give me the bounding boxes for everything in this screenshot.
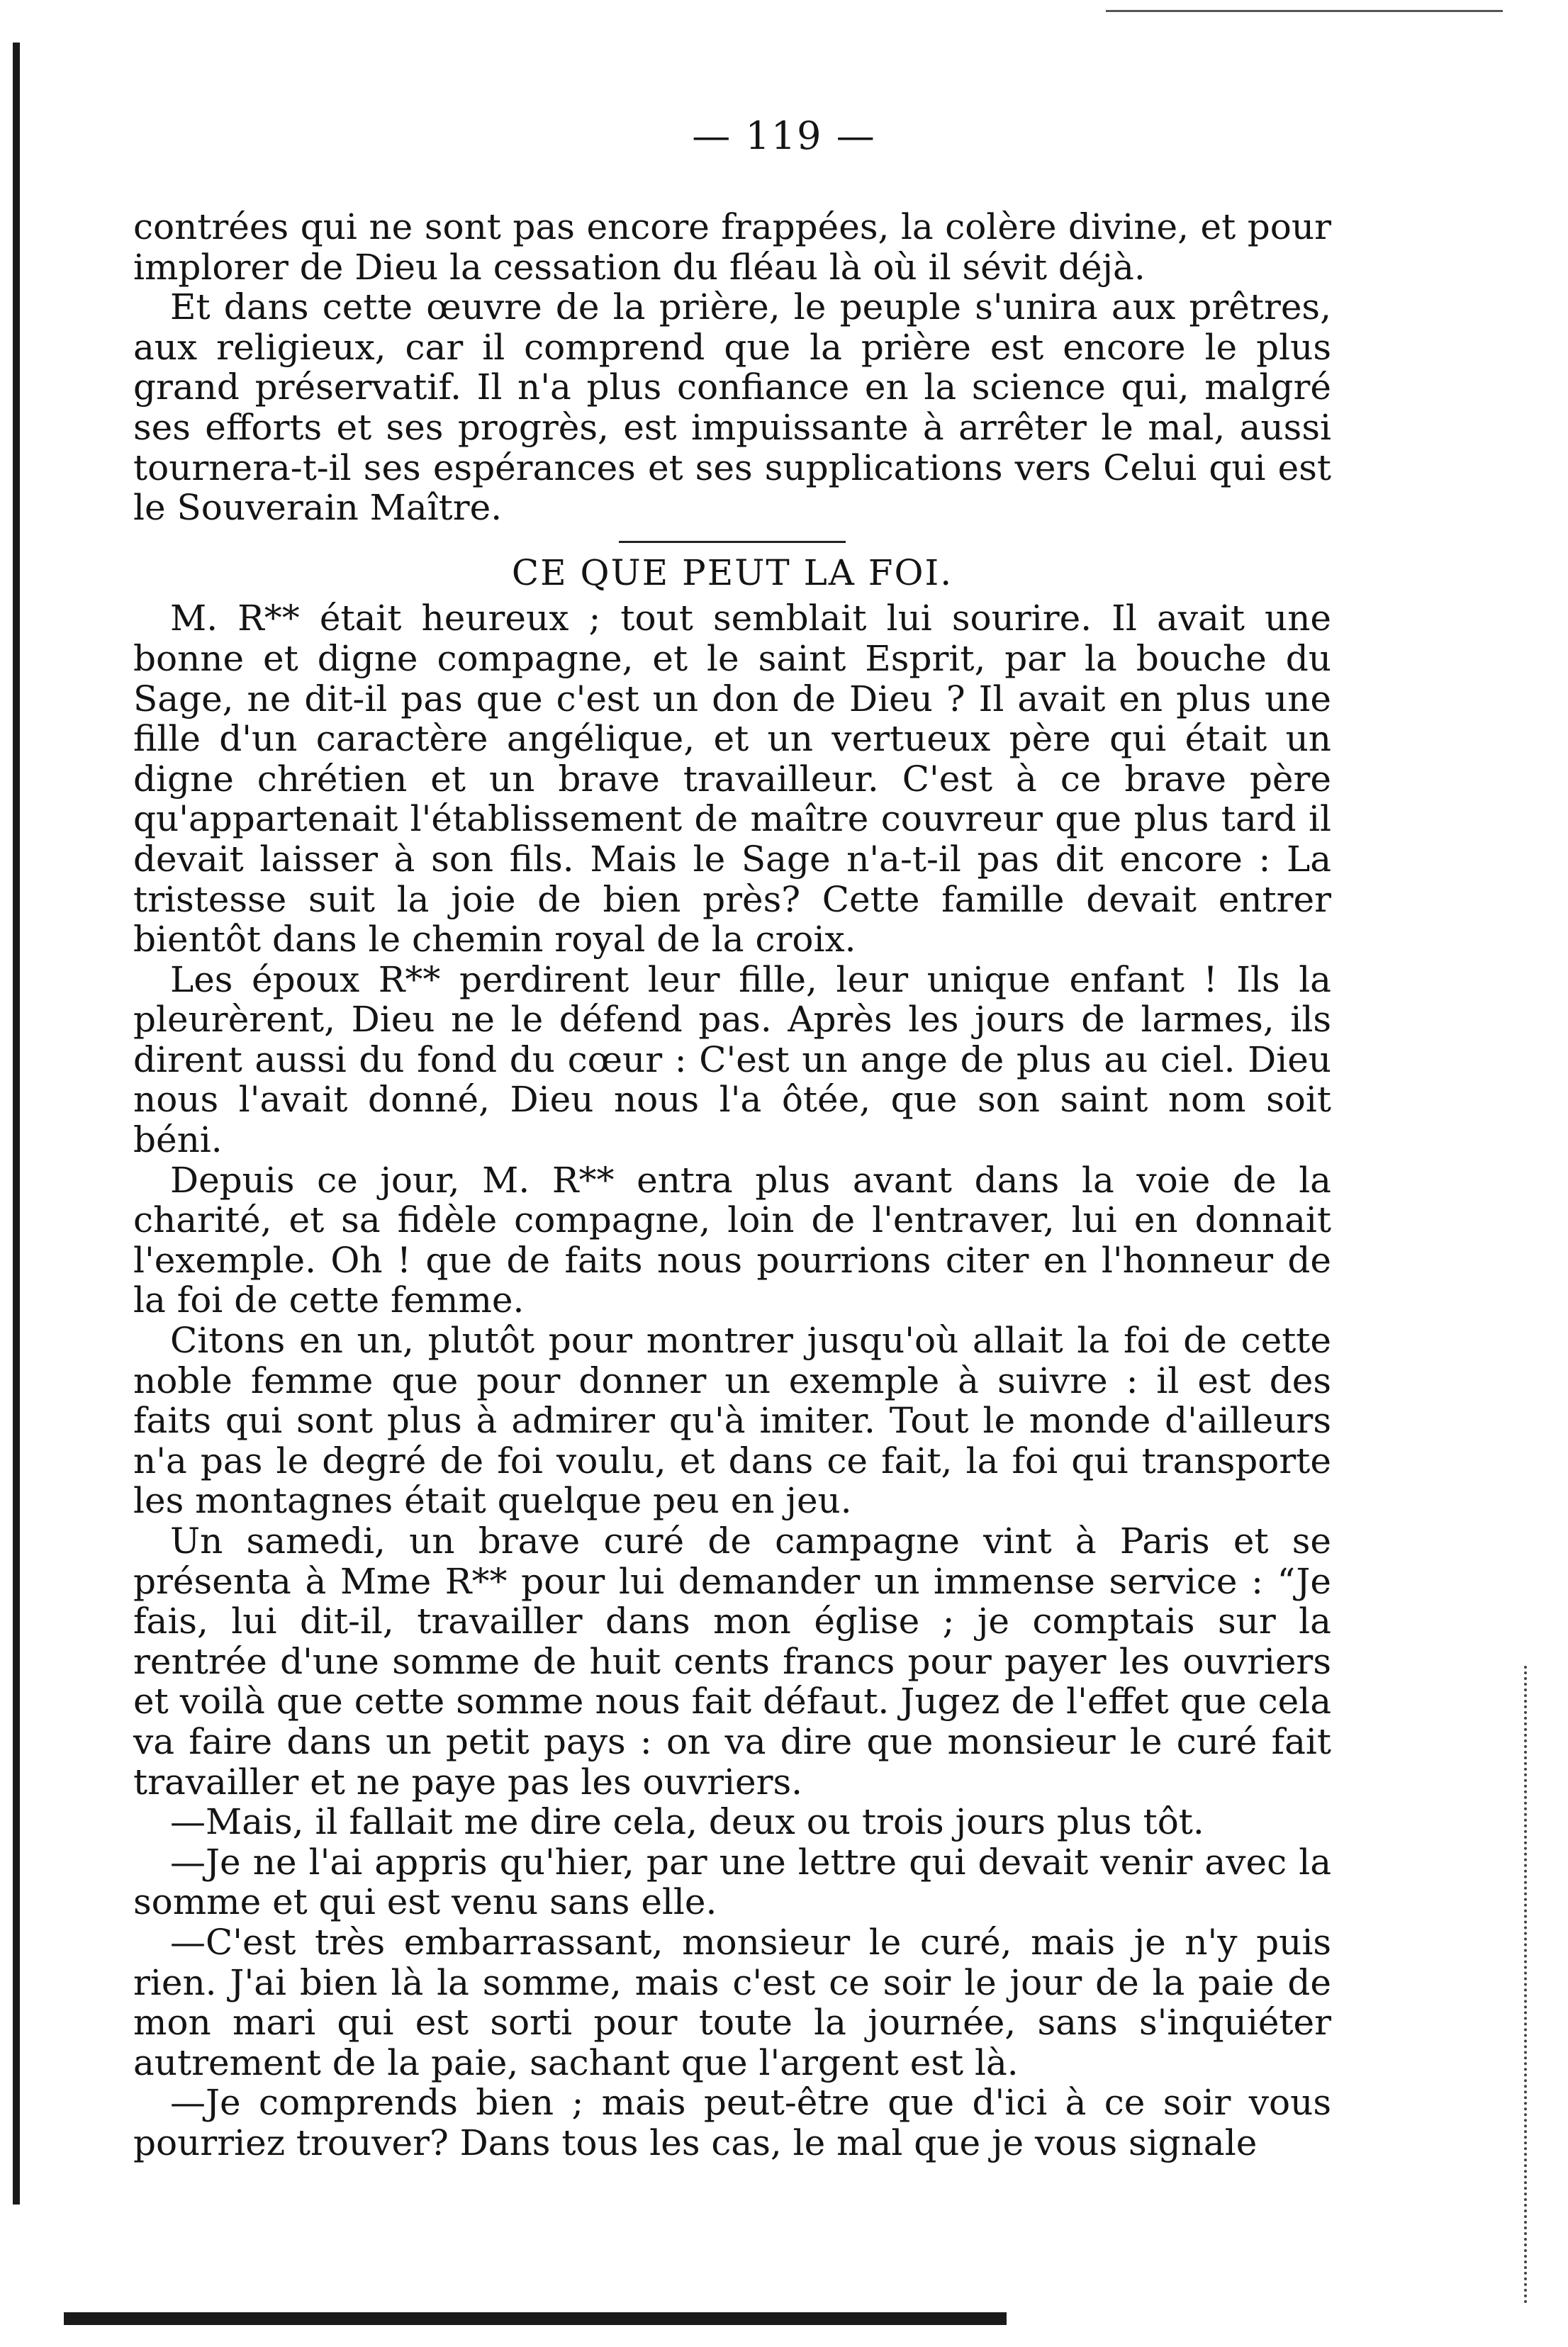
scan-edge-right bbox=[1524, 1666, 1531, 2304]
scan-edge-left bbox=[13, 43, 20, 2205]
paragraph: Un samedi, un brave curé de campagne vint à Paris et se présenta à Mme R** pour lui demander un immense service : “Je fais, lui dit-il, travailler dans mon église ; je comptais sur la rentrée d'une somme de huit cents francs pour payer les ouvriers et voilà que cette somme nous fait défaut. Jugez de l'effet que cela va faire dans un petit pays : on va dire que monsieur le curé fait travailler et ne paye pas les ouvriers. bbox=[133, 1520, 1331, 1803]
paragraph: Les époux R** perdirent leur fille, leur unique enfant ! Ils la pleurèrent, Dieu ne le défend pas. Après les jours de larmes, ils dirent aussi du fond du cœur : C'est un ange de plus au ciel. Dieu nous l'avait donné, Dieu nous l'a ôtée, que son saint nom soit béni. bbox=[133, 958, 1331, 1161]
body-text bbox=[133, 207, 1331, 2163]
paragraph: contrées qui ne sont pas encore frappées, la colère divine, et pour implorer de Dieu la cessation du fléau là où il sévit déjà. bbox=[133, 206, 1331, 288]
section-divider bbox=[619, 541, 846, 543]
dialogue-line: —Je ne l'ai appris qu'hier, par une lettre qui devait venir avec la somme et qui est venu sans elle. bbox=[133, 1841, 1331, 1923]
dialogue-line: —Mais, il fallait me dire cela, deux ou trois jours plus tôt. bbox=[170, 1801, 1204, 1843]
scan-edge-bottom bbox=[64, 2312, 1007, 2325]
paragraph: Et dans cette œuvre de la prière, le peuple s'unira aux prêtres, aux religieux, car il comprend que la prière est encore le plus grand préservatif. Il n'a plus confiance en la science qui, malgré ses efforts et ses progrès, est impuissante à arrêter le mal, aussi tournera-t-il ses espérances et ses supplications vers Celui qui est le Souverain Maître. bbox=[133, 286, 1331, 529]
section-heading: CE QUE PEUT LA FOI. bbox=[511, 551, 953, 593]
page-number: — 119 — bbox=[692, 113, 876, 158]
dialogue-line: —Je comprends bien ; mais peut-être que d'ici à ce soir vous pourriez trouver? Dans tous les cas, le mal que je vous signale bbox=[133, 2082, 1331, 2163]
dialogue-line: —C'est très embarrassant, monsieur le curé, mais je n'y puis rien. J'ai bien là la somme, mais c'est ce soir le jour de la paie de mon mari qui est sorti pour toute la journée, sans s'inquiéter autrement de la paie, sachant que l'argent est là. bbox=[133, 1921, 1331, 2083]
paragraph: Citons en un, plutôt pour montrer jusqu'où allait la foi de cette noble femme que pour donner un exemple à suivre : il est des faits qui sont plus à admirer qu'à imiter. Tout le monde d'ailleurs n'a pas le degré de foi voulu, et dans ce fait, la foi qui transporte les montagnes était quelque peu en jeu. bbox=[133, 1320, 1331, 1522]
paragraph: M. R** était heureux ; tout semblait lui sourire. Il avait une bonne et digne compagne, et le saint Esprit, par la bouche du Sage, ne dit-il pas que c'est un don de Dieu ? Il avait en plus une fille d'un caractère angélique, et un vertueux père qui était un digne chrétien et un brave travailleur. C'est à ce brave père qu'appartenait l'établissement de maître couvreur que plus tard il devait laisser à son fils. Mais le Sage n'a-t-il pas dit encore : La tristesse suit la joie de bien près? Cette famille devait entrer bientôt dans le chemin royal de la croix. bbox=[133, 598, 1331, 960]
scan-edge-top bbox=[1106, 10, 1503, 12]
paragraph: Depuis ce jour, M. R** entra plus avant dans la voie de la charité, et sa fidèle compagne, loin de l'entraver, lui en donnait l'exemple. Oh ! que de faits nous pourrions citer en l'honneur de la foi de cette femme. bbox=[133, 1159, 1331, 1321]
